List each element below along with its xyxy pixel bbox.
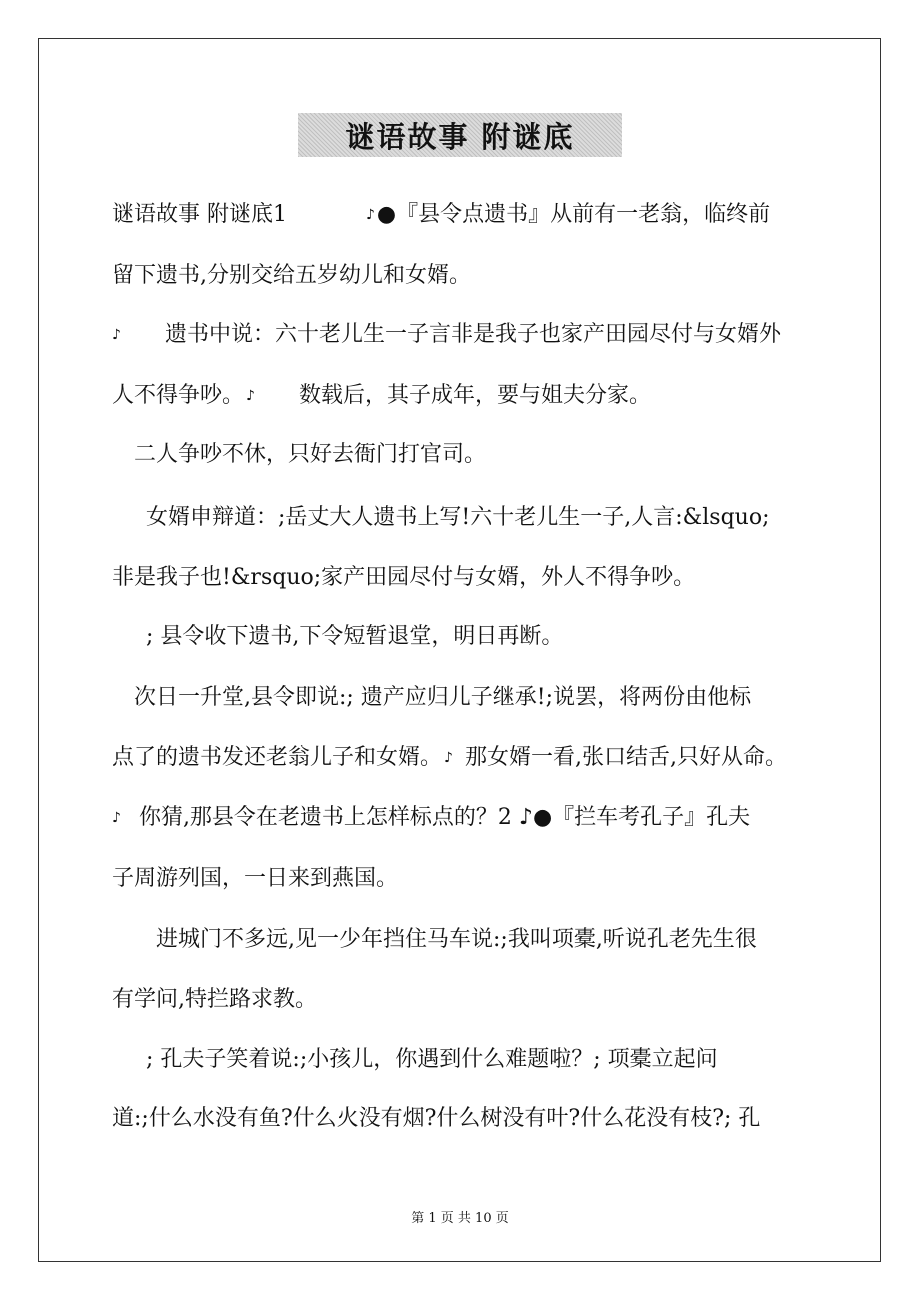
paragraph-mark-icon: ♪ [365,207,375,223]
line-text: 进城门不多远,见一少年挡住马车说:;我叫项橐,听说孔老先生很 [156,927,757,952]
text-line-16 [112,1104,760,1134]
line-text: 点了的遗书发还老翁儿子和女婿。 [112,745,443,770]
line-text: 非是我子也!&rsquo;家产田园尽付与女婿，外人不得争吵。 [112,565,696,590]
line-text: 那女婿一看,张口结舌,只好从命。 [464,745,787,770]
line-text: ●『县令点遗书』从前有一老翁，临终前 [376,202,771,227]
line-text: 留下遗书,分别交给五岁幼儿和女婿。 [112,263,471,288]
page-number: 第 1 页 共 10 页 [411,1211,509,1226]
text-line-3 [112,320,781,350]
line-text: 有学问,特拦路求教。 [112,987,317,1012]
text-line-10 [112,743,787,773]
text-line-13 [156,925,757,955]
text-line-2 [112,261,471,291]
text-line-4 [112,381,651,411]
line-text: 遗书中说：六十老儿生一子言非是我子也家产田园尽付与女婿外 [164,322,781,347]
text-line-11 [112,803,750,833]
text-line-5 [134,440,486,470]
text-line-15 [146,1045,718,1075]
line-text: ; 孔夫子笑着说:;小孩儿，你遇到什么难题啦？; 项橐立起问 [146,1047,718,1072]
line-text: 道:;什么水没有鱼?什么火没有烟?什么树没有叶?什么花没有枝?; 孔 [112,1106,761,1131]
text-line-14 [112,985,317,1015]
text-line-1 [112,200,770,230]
text-line-8 [146,622,563,652]
line-text: 你猜,那县令在老遗书上怎样标点的？2 ♪●『拦车考孔子』孔夫 [138,805,751,830]
line-text: 女婿申辩道：;岳丈大人遗书上写!六十老儿生一子,人言:&lsquo; [146,505,770,530]
line-text: 二人争吵不休，只好去衙门打官司。 [134,442,487,467]
line-text: 人不得争吵。 [112,383,245,408]
line-text: 数载后，其子成年，要与姐夫分家。 [298,383,651,408]
line-text: 次日一升堂,县令即说:; 遗产应归儿子继承!;说罢，将两份由他标 [134,685,752,710]
page-footer [0,1207,920,1226]
line-text: ; 县令收下遗书,下令短暂退堂，明日再断。 [146,624,564,649]
paragraph-mark-icon: ♪ [112,327,121,343]
line-text: 谜语故事 附谜底1 [112,202,294,227]
text-line-6 [146,503,769,533]
text-line-12 [112,864,398,894]
paragraph-mark-icon: ♪ [112,810,121,826]
line-text: 子周游列国，一日来到燕国。 [112,866,399,891]
text-line-9 [134,683,751,713]
paragraph-mark-icon: ♪ [444,750,453,766]
document-title [298,113,622,157]
paragraph-mark-icon: ♪ [246,388,255,404]
text-line-7 [112,563,695,593]
document-title-text: 谜语故事 附谜底 [345,119,575,154]
